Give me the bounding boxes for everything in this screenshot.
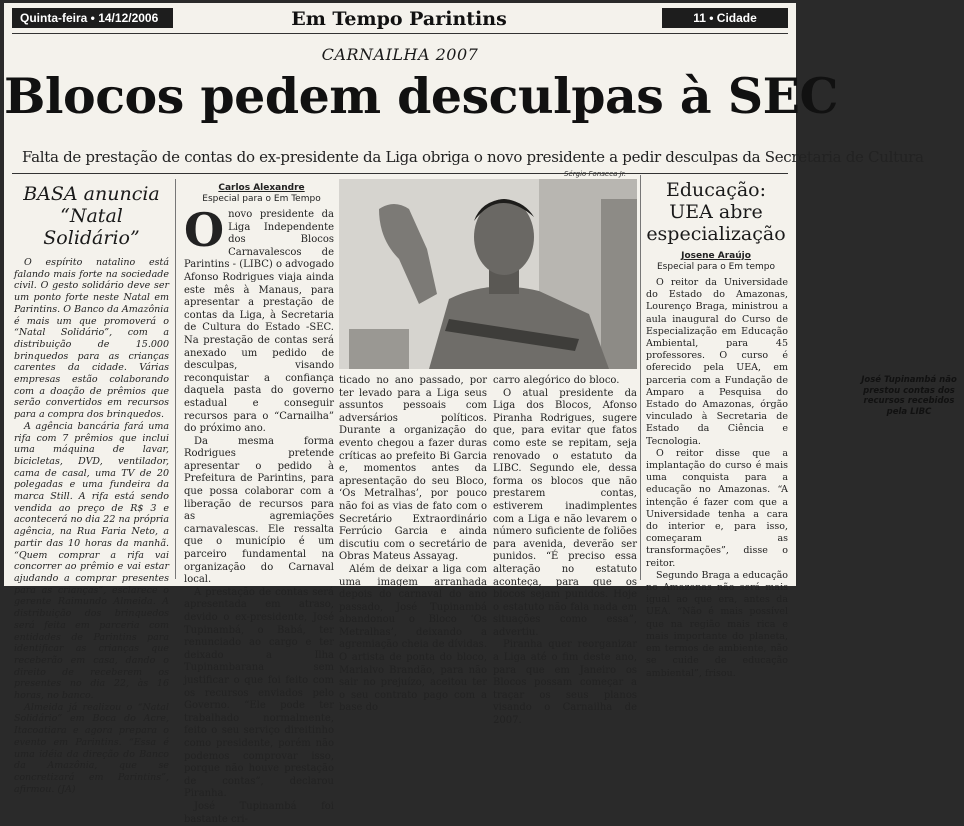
column-divider [175, 179, 176, 579]
basa-article [14, 183, 169, 795]
header-rule [12, 33, 788, 34]
photo-credit: Sérgio Fonseca Jr. [564, 170, 627, 178]
basa-paragraph: A agência bancária fará uma rifa com 7 prêmios que inclui uma máquina de lavar, bicicletas, DVD, ventilador, cama de casal, uma TV de 20 polegadas e uma fundeira da marca Still. A rifa está sendo vendida ao preço de R$ 3 e acontecerá no dia 22 na própria agência, na Rua Faria Neto, a partir das 10 horas da manhã. “Quem comprar a rifa vai concorrer ao prêmio e vai estar ajudando a comprar presentes para as crianças”, esclarece o gerente Raimundo Almeida. A distribuição dos brinquedos será feita em parceria com entidades de Parintins para identificar as crianças que receberão em casa, dando o direito de receberem os presentes no dia 22, às 16 horas, no banco. [14, 420, 169, 702]
photo-caption: José Tupinambá não prestou contas dos recursos recebidos pela LIBC [861, 375, 957, 417]
headline: Blocos pedem desculpas à SEC [4, 67, 838, 125]
drop-cap: O [184, 203, 225, 257]
byline-name: Carlos Alexandre [218, 183, 305, 193]
kicker: CARNAILHA 2007 [321, 45, 479, 64]
main-paragraph: Piranha quer reorganizar a Liga até o fim deste ano, para que em Janeiro os Blocos possam começar a traçar os seus planos visando o Carnailha de 2007. [493, 639, 637, 727]
newspaper-page [4, 3, 957, 825]
deck-rule [12, 173, 788, 174]
uea-title: Educação: UEA abre especialização [646, 179, 786, 245]
main-paragraph: ticado no ano passado, por ter levado para a Liga seus assuntos pessoais com adversários políticos. Durante a organização do evento chegou a fazer duras críticas ao prefeito Bi Garcia e, momentos antes da apresentação do seu Bloco, ‘Os Metralhas’, por pouco não foi as vias de fato com o Secretário Extraordinário Ferrúcio Garcia e ainda discutiu com o secretário de Obras Mateus Assayag. [339, 375, 487, 563]
basa-paragraph: Almeida já realizou o “Natal Solidário” em Boca do Acre, Itacoatiara e agora prepara o evento em Parintins. “Essa é uma idéia da direção do Banco da Amazônia, que se concretizará em Parintins”, afirmou. (JA) [14, 701, 169, 795]
main-paragraph: A prestação de contas será apresentada em atraso, devido o ex-presidente, José Tupinambá, o Babá, ter renunciado ao cargo e ter deixado a Ilha Tupinambarana sem justificar o que foi feito com os recursos enviados pelo Governo. “Ele pode ter trabalhado normalmente, feito o seu serviço direitinho como presidente, porém não podemos comprovar isso, porque não houve prestação de contas”, declarou Piranha. [184, 586, 334, 800]
byline-role: Especial para o Em Tempo [202, 194, 321, 204]
uea-paragraph: O reitor da Universidade do Estado do Amazonas, Lourenço Braga, ministrou a aula inaugural do Curso de Especialização em Educação Ambiental, para 45 professores. O curso é oferecido pela UEA, em parceria com a Fundação de Amparo a Pesquisa do Estado do Amazonas, órgão vinculado à Secretaria de Estado da Ciência e Tecnologia. [646, 277, 788, 447]
uea-byline-name: Josene Araújo [681, 251, 751, 261]
date-bar: Quinta-feira • 14/12/2006 [12, 8, 173, 28]
uea-article [646, 277, 788, 679]
main-paragraph: José Tupinambá foi bastante cri- [184, 800, 334, 825]
uea-paragraph: O reitor disse que a implantação do curso é mais uma conquista para a educação no Amazonas. “A intenção é fazer com que a Universidade tenha a cara do interior e, para isso, começaram as transformações”, disse o reitor. [646, 447, 788, 569]
uea-byline-role: Especial para o Em tempo [657, 262, 775, 272]
page-section-bar: 11 • Cidade [662, 8, 788, 28]
main-paragraph: Além de deixar a liga com uma imagem arranhada depois do carnaval do ano passado, José Tupinambá abandonou o Bloco ‘Os Metralhas’, deixando a agremiação cheia de dívidas. O artista de ponta do bloco, Marialvo Brandão, para não sair no prejuízo, aceitou ter o seu contrato pago com a base do [339, 563, 487, 714]
main-paragraph: Da mesma forma Rodrigues pretende apresentar o pedido à Prefeitura de Parintins, para que possa colaborar com a liberação de recursos para as agremiações carnavalescas. Ele ressalta que o município é um parceiro fundamental na organização do Carnaval local. [184, 435, 334, 586]
basa-title: BASA anuncia “Natal Solidário” [23, 183, 160, 249]
main-col-3 [493, 375, 637, 727]
section-name: Em Tempo Parintins [291, 8, 507, 30]
uea-byline [642, 251, 790, 273]
column-divider [640, 175, 641, 580]
main-paragraph: carro alegórico do bloco. [493, 375, 620, 386]
main-paragraph: O atual presidente da Liga dos Blocos, Afonso Piranha Rodrigues, sugere que, para evitar que fatos como este se repitam, seja renovado o estatuto da LIBC. Segundo ele, dessa forma os blocos que não prestarem contas, estiverem inadimplentes com a Liga e não levarem o número suficiente de foliões para avenida, deverão ser punidos. “É preciso essa alteração no estatuto aconteça, para que os blocos sejam punidos. Hoje o estatuto não fala nada em situações como essa”, advertiu. [493, 387, 637, 638]
basa-paragraph: O espírito natalino está falando mais forte na sociedade civil. O gesto solidário deve ser um ponto forte neste Natal em Parintins. O Banco da Amazônia é mais um que promoverá o “Natal Solidário”, com a distribuição de 15.000 brinquedos para as crianças carentes da cidade. Várias empresas estão colaborando com a doação de prêmios que serão convertidos em recursos para a compra dos brinquedos. [14, 257, 169, 421]
photo-illustration [339, 179, 637, 369]
main-col-1 [184, 203, 334, 825]
main-col-2 [339, 375, 487, 714]
deck: Falta de prestação de contas do ex-presidente da Liga obriga o novo presidente a pedir desculpas da Secretaria de Cultura [22, 148, 924, 166]
main-paragraph: novo presidente da Liga Independente dos Blocos Carnavalescos de Parintins - (LIBC) o advogado Afonso Rodrigues viaja ainda este mês à Manaus, para apresentar a prestação de contas da Liga, à Secretaria de Cultura do Estado -SEC. Na prestação de contas será anexado um pedido de desculpas, visando reconquistar a confiança daquela pasta do governo estadual e conseguir recursos para o “Carnailha” do próximo ano. [184, 209, 334, 435]
uea-paragraph: Segundo Braga a educação no Amazonas não será mais igual ao que era, antes da UEA. “Não é mais possível que na região mais rica e mais importante do planeta, em termos de ambiente, não se cuide de educação ambiental”, frisou. [646, 569, 788, 679]
main-byline [184, 183, 339, 205]
